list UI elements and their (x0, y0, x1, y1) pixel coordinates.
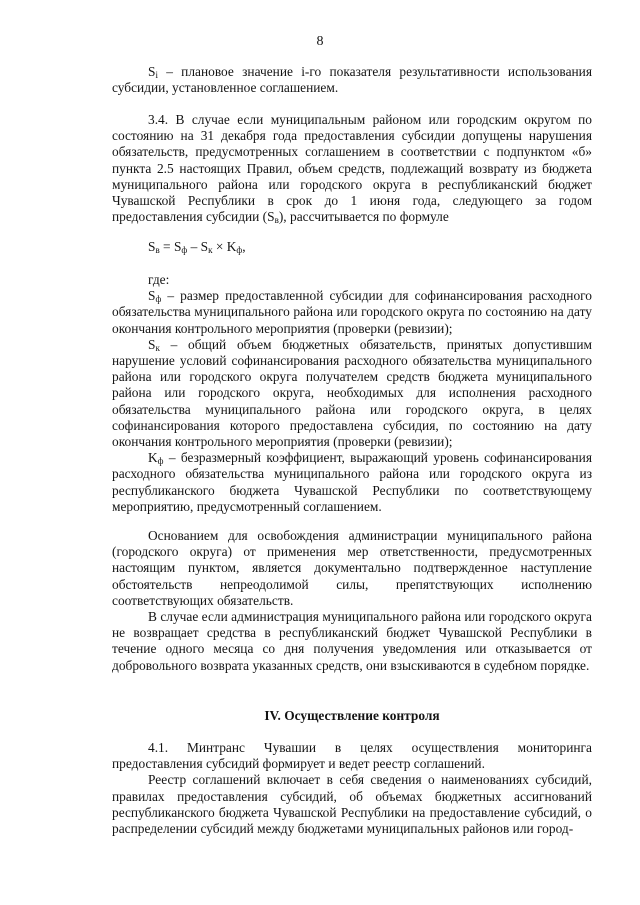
sk-definition-text: – общий объем бюджетных обязательств, принятых допустившим нарушение условий софинансирования расходного обязательства муниципального района или городского округа получателем средств бюджета муниципального района или городского округа, необходимых для исполнения расходного обязательства муниципального района или городского округа, в целях софинансирования которого предоставлена субсидия, по состоянию на дату окончания контрольного мероприятия (проверки (ревизии); (112, 336, 592, 450)
si-definition-block (112, 64, 592, 96)
formula-term: = S (159, 239, 182, 254)
registry-paragraph: Реестр соглашений включает в себя сведения о наименованиях субсидий, правилах предоставления субсидий, об объемах бюджетных ассигнований республиканского бюджета Чувашской Республики на предоставление субсидий, о распределении субсидий между бюджетами муниципальных районов или город- (112, 772, 592, 837)
formula-term: × K (212, 239, 237, 254)
definitions-block (112, 272, 592, 515)
section-iv-block (112, 740, 592, 837)
formula (112, 239, 592, 255)
clause-3-4-text: 3.4. В случае если муниципальным районом или городским округом по состоянию на 31 декабря года предоставления субсидии допущены нарушения обязательств, предусмотренных соглашением в соответствии с подпунктом «б» пункта 2.5 настоящих Правил, объем средств, подлежащий возврату из бюджета муниципального района или городского округа в республиканский бюджет Чувашской Республики в срок до 1 июня года, следующего за годом предоставления субсидии (S (112, 112, 592, 225)
sk-definition (112, 337, 592, 450)
formula-block (112, 239, 592, 255)
symbol-subscript: i (155, 70, 158, 80)
sf-definition-text: – размер предоставленной субсидии для софинансирования расходного обязательства муниципального района или городского округа по состоянию на дату окончания контрольного мероприятия (проверки (ревизии); (112, 288, 592, 336)
symbol-s: S (148, 336, 156, 352)
clause-3-4-tail: ), рассчитывается по формуле (278, 209, 449, 225)
symbol-s: S (148, 64, 156, 79)
formula-subscript: в (155, 245, 160, 255)
section-heading-block (112, 708, 592, 724)
formula-subscript: к (208, 245, 213, 255)
clause-3-4-block (112, 112, 592, 225)
symbol-subscript: к (155, 342, 160, 353)
sf-definition (112, 288, 592, 337)
section-title: IV. Осуществление контроля (264, 708, 440, 723)
recovery-paragraph: В случае если администрация муниципального района или городского округа не возвращает средства в республиканский бюджет Чувашской Республики в течение одного месяца со дня получения уведомления или отказывается от добровольного возврата указанных средств, они взыскиваются в судебном порядке. (112, 609, 592, 673)
where-label: где: (148, 272, 170, 287)
kf-definition-text: – безразмерный коэффициент, выражающий уровень софинансирования расходного обязательства муниципального района или городского округа из республиканского бюджета Чувашской Республики по соответствующему мероприятию, предусмотренный соглашением. (112, 450, 592, 514)
formula-term: , (242, 239, 246, 254)
symbol-k: K (148, 450, 158, 466)
formula-term: S (148, 239, 156, 254)
symbol-subscript: в (274, 215, 279, 226)
clause-3-4 (112, 112, 592, 225)
symbol-subscript: ф (157, 456, 164, 467)
symbol-subscript: ф (155, 294, 162, 305)
symbol-s: S (148, 288, 156, 304)
formula-term: – S (187, 239, 209, 254)
liability-block (112, 528, 592, 674)
page-number: 8 (316, 34, 324, 49)
release-basis-paragraph: Основанием для освобождения администрации муниципального района (городского округа) от применения мер ответственности, предусмотренных настоящим пунктом, является документально подтвержденное наступление обстоятельств непреодолимой силы, препятствующих исполнению соответствующих обязательств. (112, 528, 592, 608)
kf-definition (112, 450, 592, 515)
formula-subscript: ф (236, 245, 243, 255)
si-definition-text: – плановое значение i-го показателя результативности использования субсидии, установленное соглашением. (112, 64, 592, 96)
si-definition (112, 64, 592, 96)
formula-subscript: ф (181, 245, 188, 255)
clause-4-1: 4.1. Минтранс Чувашии в целях осуществления мониторинга предоставления субсидий формирует и ведет реестр соглашений. (112, 740, 592, 772)
